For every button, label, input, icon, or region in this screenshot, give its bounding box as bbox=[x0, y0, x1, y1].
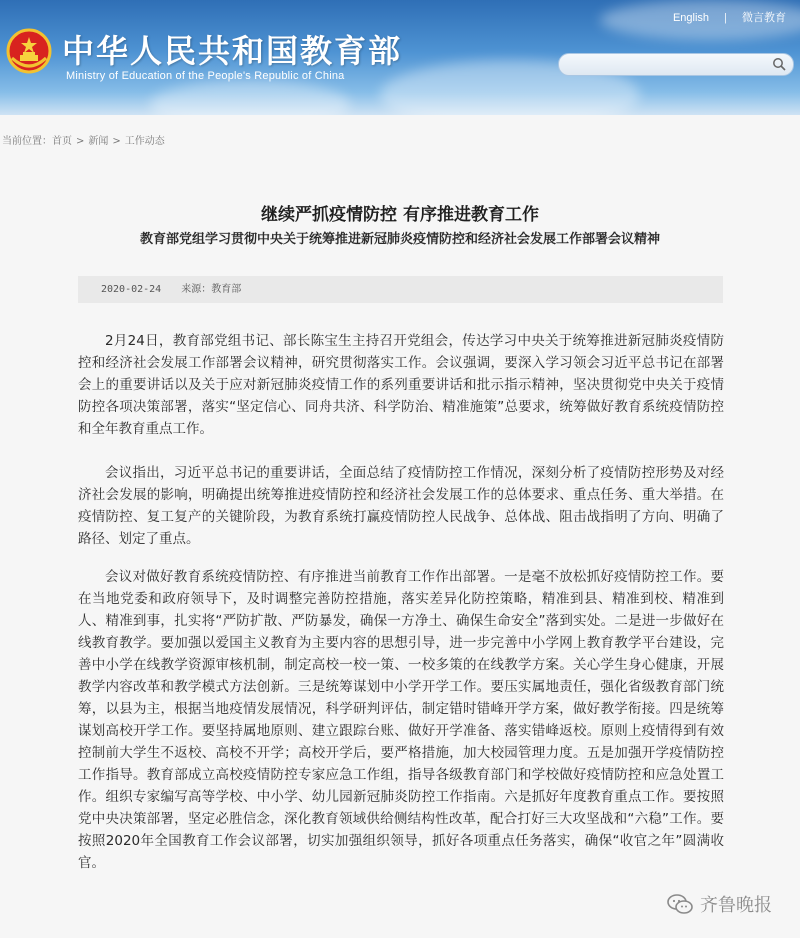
site-header bbox=[0, 0, 800, 115]
article-meta bbox=[78, 276, 723, 303]
site-title[interactable]: 中华人民共和国教育部 bbox=[62, 32, 403, 70]
top-links bbox=[673, 9, 786, 25]
article-date: 2020-02-24 bbox=[101, 284, 162, 295]
breadcrumb bbox=[2, 132, 165, 147]
search-input[interactable] bbox=[558, 53, 794, 76]
breadcrumb-home[interactable]: 当前位置：首页 bbox=[2, 136, 72, 147]
article-paragraph: 2月24日，教育部党组书记、部长陈宝生主持召开党组会，传达学习中央关于统筹推进新冠肺炎疫情防控和经济社会发展工作部署会议精神，研究贯彻落实工作。会议强调，要深入学习领会习近平总书记在部署会上的重要讲话以及关于应对新冠肺炎疫情工作的系列重要讲话和批示指示精神，坚决贯彻党中央关于疫情防控各项决策部署，落实“坚定信心、同舟共济、科学防治、精准施策”总要求，统筹做好教育系统疫情防控和全年教育重点工作。 bbox=[78, 333, 724, 437]
article-paragraph: 会议指出，习近平总书记的重要讲话，全面总结了疫情防控工作情况，深刻分析了疫情防控形势及对经济社会发展的影响，明确提出统筹推进疫情防控和经济社会发展工作的总体要求、重点任务、重大举措。在疫情防控、复工复产的关键阶段，为教育系统打赢疫情防控人民战争、总体战、阻击战指明了方向、明确了路径、划定了重点。 bbox=[78, 465, 724, 547]
breadcrumb-work-news[interactable]: 工作动态 bbox=[124, 136, 165, 147]
article-title: 继续严抓疫情防控 有序推进教育工作 bbox=[261, 205, 539, 225]
watermark-text: 齐鲁晚报 bbox=[700, 895, 772, 916]
breadcrumb-arrow: > bbox=[76, 136, 85, 147]
article-subtitle: 教育部党组学习贯彻中央关于统筹推进新冠肺炎疫情防控和经济社会发展工作部署会议精神 bbox=[139, 232, 660, 247]
wechat-icon bbox=[666, 893, 694, 915]
article-source: 来源：教育部 bbox=[181, 284, 242, 295]
breadcrumb-news[interactable]: 新闻 bbox=[88, 136, 109, 147]
weibo-link[interactable]: 微言教育 bbox=[742, 12, 786, 24]
english-link[interactable]: English bbox=[672, 12, 710, 24]
site-subtitle: Ministry of Education of the People's Republic of China bbox=[66, 70, 345, 82]
breadcrumb-arrow: > bbox=[112, 136, 121, 147]
header-cloud bbox=[150, 80, 350, 115]
national-emblem-icon[interactable] bbox=[6, 28, 52, 74]
link-separator: | bbox=[724, 12, 727, 24]
article-paragraph: 会议对做好教育系统疫情防控、有序推进当前教育工作作出部署。一是毫不放松抓好疫情防控工作。要在当地党委和政府领导下，及时调整完善防控措施，落实差异化防控策略，精准到县、精准到校、精准到人、精准到事，扎实将“严防扩散、严防暴发，确保一方净土、确保生命安全”落到实处。二是进一步做好在线教育教学。要加强以爱国主义教育为主要内容的思想引导，进一步完善中小学网上教育教学平台建设，完善中小学在线教学资源审核机制，制定高校一校一策、一校多策的在线教学方案。关心学生身心健康，开展教学内容改革和教学模式方法创新。三是统筹谋划中小学开学工作。要压实属地责任，强化省级教育部门统筹，以县为主，根据当地疫情发展情况，科学研判评估，制定错时错峰开学方案，做好教学衔接。四是统筹谋划高校开学工作。要坚持属地原则、建立跟踪台账、做好开学准备、落实错峰返校。原则上疫情得到有效控制前大学生不返校、高校不开学；高校开学后，要严格措施，加大校园管理力度。五是加强开学疫情防控工作指导。教育部成立高校疫情防控专家应急工作组，指导各级教育部门和学校做好疫情防控和应急处置工作。组织专家编写高等学校、中小学、幼儿园新冠肺炎防控工作指南。六是抓好年度教育重点工作。要按照党中央决策部署，坚定必胜信念，深化教育领域供给侧结构性改革，配合打好三大攻坚战和“六稳”工作。要按照2020年全国教育工作会议部署，切实加强组织领导，抓好各项重点任务落实，确保“收官之年”圆满收官。 bbox=[78, 569, 724, 871]
search-icon[interactable] bbox=[772, 57, 786, 71]
watermark bbox=[666, 891, 772, 917]
